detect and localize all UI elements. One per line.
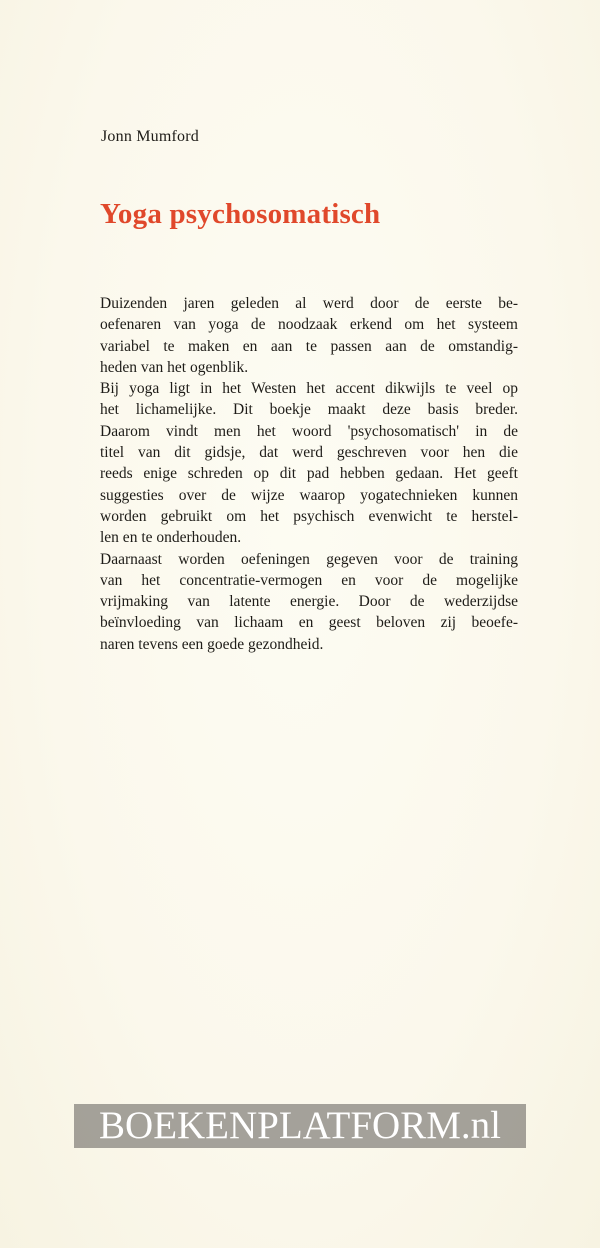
blurb-line: Daarnaast worden oefeningen gegeven voor de training	[100, 550, 518, 568]
blurb-line: suggesties over de wijze waarop yogatechnieken kunnen	[100, 486, 518, 504]
blurb-line: oefenaren van yoga de noodzaak erkend om het systeem	[100, 316, 518, 334]
blurb-line: len en te onderhouden.	[100, 529, 242, 547]
blurb-line: reeds enige schreden op dit pad hebben gedaan. Het geeft	[100, 465, 518, 483]
blurb-line: naren tevens een goede gezondheid.	[100, 635, 324, 653]
blurb-line: variabel te maken en aan te passen aan de omstandig-	[100, 337, 518, 355]
blurb-line: Duizenden jaren geleden al werd door de eerste be-	[100, 295, 518, 312]
blurb-text	[100, 293, 518, 655]
book-title: Yoga psychosomatisch	[100, 198, 381, 230]
blurb-line: heden van het ogenblik.	[100, 358, 249, 376]
blurb-line: Bij yoga ligt in het Westen het accent dikwijls te veel op	[100, 380, 518, 398]
author-name: Jonn Mumford	[101, 128, 199, 145]
blurb-line: worden gebruikt om het psychisch evenwicht te herstel-	[100, 507, 518, 525]
blurb-line: beïnvloeding van lichaam en geest beloven zij beoefe-	[100, 614, 518, 632]
watermark-banner: BOEKENPLATFORM.nl	[74, 1104, 526, 1148]
blurb-line: titel van dit gidsje, dat werd geschreven voor hen die	[100, 444, 518, 462]
blurb-line: het lichamelijke. Dit boekje maakt deze basis breder.	[100, 401, 518, 419]
blurb-line: vrijmaking van latente energie. Door de wederzijdse	[100, 593, 518, 611]
blurb-line: Daarom vindt men het woord 'psychosomatisch' in de	[100, 422, 518, 440]
blurb-line: van het concentratie-vermogen en voor de mogelijke	[100, 571, 518, 589]
